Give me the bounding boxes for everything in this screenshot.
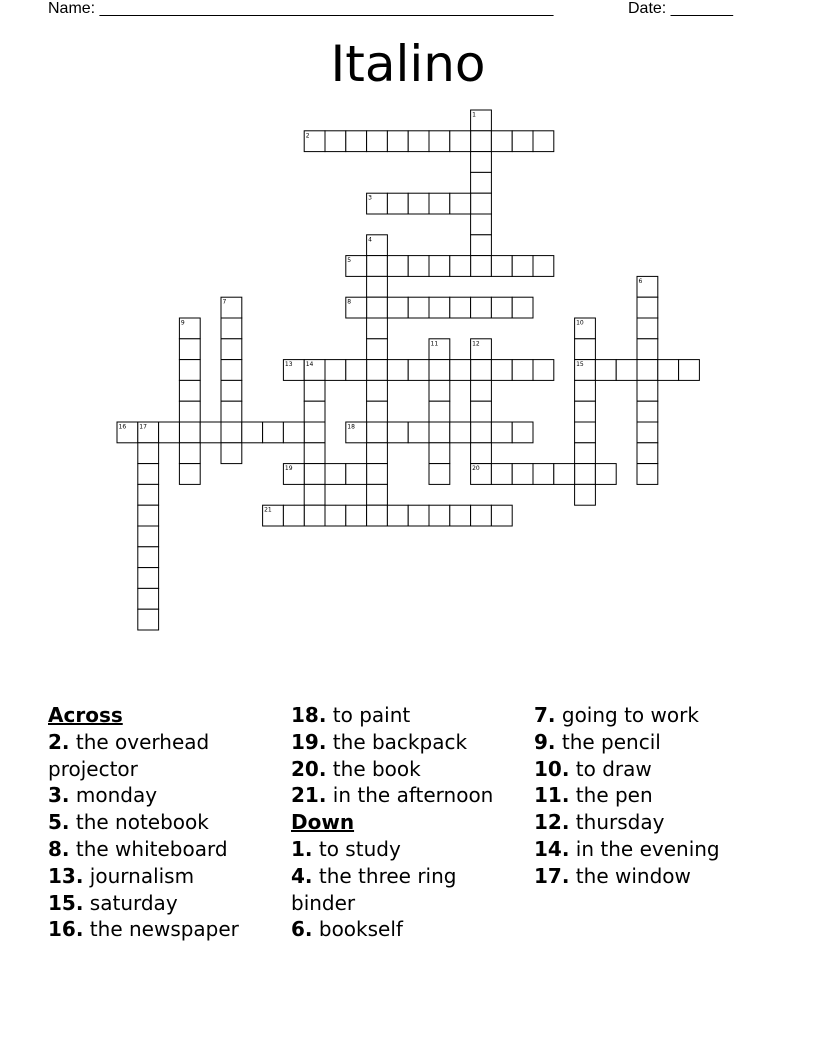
grid-clue-number: 4 [368, 236, 372, 244]
grid-cell[interactable] [283, 422, 304, 443]
grid-cell[interactable] [138, 484, 159, 505]
grid-cell[interactable] [450, 422, 471, 443]
grid-cell[interactable] [221, 318, 242, 339]
grid-cell[interactable] [637, 318, 658, 339]
clue-down-6 [291, 916, 526, 943]
grid-cell[interactable] [367, 443, 388, 464]
clue-across-16 [48, 916, 278, 943]
grid-cell[interactable] [429, 443, 450, 464]
clue-text: journalism [89, 863, 195, 888]
grid-cell[interactable] [304, 505, 325, 526]
grid-cell[interactable] [221, 401, 242, 422]
clue-across-5 [48, 809, 278, 836]
grid-clue-number: 20 [472, 465, 480, 473]
down-heading: Down [291, 810, 355, 835]
grid-cell[interactable] [221, 380, 242, 401]
grid-cell[interactable] [512, 360, 533, 381]
grid-cell[interactable] [179, 401, 200, 422]
grid-cell[interactable] [138, 505, 159, 526]
grid-cell[interactable] [367, 380, 388, 401]
clue-text: the notebook [75, 810, 209, 835]
grid-cell[interactable] [408, 505, 429, 526]
grid-cell[interactable] [387, 297, 408, 318]
grid-cell[interactable] [512, 131, 533, 152]
grid-cell[interactable] [491, 131, 512, 152]
grid-cell[interactable] [637, 339, 658, 360]
clue-text: in the afternoon [332, 783, 494, 808]
grid-cell[interactable] [179, 339, 200, 360]
clue-text: monday [75, 783, 158, 808]
grid-cell[interactable] [471, 256, 492, 277]
grid-cell[interactable] [637, 443, 658, 464]
grid-cell[interactable] [367, 318, 388, 339]
clue-down-11 [534, 782, 794, 809]
grid-cell[interactable] [138, 568, 159, 589]
grid-cell[interactable] [138, 443, 159, 464]
clue-down-9 [534, 729, 794, 756]
grid-cell[interactable] [429, 464, 450, 485]
grid-cell[interactable] [367, 484, 388, 505]
grid-cell[interactable] [325, 131, 346, 152]
grid-cell[interactable] [491, 464, 512, 485]
grid-clue-number: 17 [139, 423, 147, 431]
clue-text: in the evening [575, 836, 720, 861]
clue-down-10 [534, 756, 794, 783]
grid-cell[interactable] [533, 256, 554, 277]
clue-number: 13. [48, 863, 84, 888]
grid-clue-number: 9 [180, 319, 185, 327]
grid-cell[interactable] [325, 505, 346, 526]
grid-cell[interactable] [304, 443, 325, 464]
clue-across-19 [291, 729, 526, 756]
grid-cell[interactable] [242, 422, 263, 443]
grid-cell[interactable] [179, 380, 200, 401]
grid-cell[interactable] [429, 422, 450, 443]
clue-text: the newspaper [89, 917, 239, 942]
grid-cell[interactable] [512, 464, 533, 485]
grid-cell[interactable] [387, 422, 408, 443]
grid-cell[interactable] [387, 131, 408, 152]
grid-cell[interactable] [491, 256, 512, 277]
clue-text: the pen [575, 783, 653, 808]
clue-text: the whiteboard [75, 836, 228, 861]
grid-cell[interactable] [304, 380, 325, 401]
clue-number: 15. [48, 890, 84, 915]
clue-across-15 [48, 890, 278, 917]
grid-cell[interactable] [471, 172, 492, 193]
grid-clue-number: 2 [305, 132, 310, 140]
grid-cell[interactable] [575, 339, 596, 360]
clue-text: thursday [575, 810, 665, 835]
clue-across-13 [48, 863, 278, 890]
grid-cell[interactable] [637, 380, 658, 401]
grid-cell[interactable] [471, 152, 492, 173]
clue-text: to draw [575, 756, 652, 781]
grid-cell[interactable] [367, 131, 388, 152]
grid-cell[interactable] [304, 422, 325, 443]
grid-cell[interactable] [179, 422, 200, 443]
grid-cell[interactable] [387, 505, 408, 526]
clue-down-1 [291, 836, 526, 863]
grid-cell[interactable] [221, 339, 242, 360]
grid-cell[interactable] [346, 505, 367, 526]
clues-column-1 [48, 702, 278, 943]
clue-text: going to work [561, 703, 699, 727]
grid-cell[interactable] [471, 443, 492, 464]
grid-clue-number: 13 [284, 361, 293, 369]
clue-across-3 [48, 782, 278, 809]
clue-number: 21. [291, 783, 327, 808]
grid-clue-number: 18 [347, 423, 355, 431]
grid-cell[interactable] [450, 297, 471, 318]
grid-cell[interactable] [637, 464, 658, 485]
clues-column-2 [291, 702, 526, 943]
grid-cell[interactable] [387, 256, 408, 277]
clue-number: 17. [534, 863, 570, 888]
grid-cell[interactable] [429, 131, 450, 152]
name-field-label: Name: ___________________________________________________ [48, 0, 554, 17]
grid-cell[interactable] [367, 360, 388, 381]
grid-cell[interactable] [616, 360, 637, 381]
grid-cell[interactable] [138, 588, 159, 609]
grid-cell[interactable] [429, 401, 450, 422]
grid-cell[interactable] [221, 443, 242, 464]
clue-across-18 [291, 702, 526, 729]
grid-cell[interactable] [346, 360, 367, 381]
clue-text: the window [575, 863, 691, 888]
grid-clue-number: 5 [347, 257, 352, 265]
grid-cell[interactable] [575, 422, 596, 443]
grid-clue-number: 3 [368, 194, 372, 202]
grid-cell[interactable] [471, 422, 492, 443]
grid-cell[interactable] [450, 256, 471, 277]
clue-text: the pencil [561, 729, 661, 754]
grid-clue-number: 1 [472, 111, 476, 119]
grid-cell[interactable] [533, 464, 554, 485]
date-field-label: Date: _______ [628, 0, 733, 17]
grid-cell[interactable] [429, 380, 450, 401]
grid-cell[interactable] [533, 360, 554, 381]
grid-cell[interactable] [575, 484, 596, 505]
grid-clue-number: 15 [576, 361, 584, 369]
across-heading: Across [48, 703, 123, 727]
clue-number: 6. [291, 917, 313, 942]
grid-cell[interactable] [429, 193, 450, 214]
clue-down-4 [291, 863, 526, 917]
grid-cell[interactable] [304, 464, 325, 485]
grid-cell[interactable] [408, 193, 429, 214]
grid-cell[interactable] [200, 422, 221, 443]
grid-clue-number: 12 [472, 340, 480, 348]
grid-cell[interactable] [408, 256, 429, 277]
clue-down-12 [534, 809, 794, 836]
grid-cell[interactable] [367, 339, 388, 360]
grid-cell[interactable] [471, 131, 492, 152]
clue-number: 3. [48, 783, 70, 808]
grid-cell[interactable] [575, 380, 596, 401]
grid-cell[interactable] [138, 526, 159, 547]
clue-text: bookself [318, 917, 403, 942]
grid-cell[interactable] [471, 214, 492, 235]
grid-cell[interactable] [491, 360, 512, 381]
grid-cell[interactable] [595, 464, 616, 485]
grid-cell[interactable] [263, 422, 284, 443]
clue-across-21 [291, 782, 526, 809]
grid-cell[interactable] [429, 505, 450, 526]
clue-number: 7. [534, 703, 556, 727]
grid-cell[interactable] [575, 464, 596, 485]
clue-number: 11. [534, 783, 570, 808]
grid-cell[interactable] [658, 360, 679, 381]
clue-across-8 [48, 836, 278, 863]
grid-cell[interactable] [367, 276, 388, 297]
grid-cell[interactable] [367, 401, 388, 422]
grid-cell[interactable] [408, 297, 429, 318]
grid-cell[interactable] [637, 422, 658, 443]
grid-cell[interactable] [304, 484, 325, 505]
clues-column-3 [534, 702, 794, 890]
grid-cell[interactable] [346, 131, 367, 152]
grid-cell[interactable] [533, 131, 554, 152]
page-title: Italino [330, 35, 486, 93]
grid-cell[interactable] [138, 464, 159, 485]
grid-cell[interactable] [450, 131, 471, 152]
clue-down-17 [534, 863, 794, 890]
grid-cell[interactable] [554, 464, 575, 485]
clue-number: 10. [534, 756, 570, 781]
grid-cell[interactable] [408, 360, 429, 381]
grid-cell[interactable] [387, 193, 408, 214]
clue-number: 2. [48, 729, 70, 754]
grid-cell[interactable] [138, 609, 159, 630]
grid-cell[interactable] [408, 422, 429, 443]
grid-cell[interactable] [179, 464, 200, 485]
grid-cell[interactable] [450, 360, 471, 381]
grid-cell[interactable] [179, 360, 200, 381]
clue-text: to paint [332, 703, 411, 727]
grid-cell[interactable] [471, 380, 492, 401]
clue-across-20 [291, 756, 526, 783]
clue-text: to study [318, 836, 401, 861]
grid-cell[interactable] [471, 297, 492, 318]
grid-clue-number: 6 [638, 277, 643, 285]
grid-clue-number: 10 [576, 319, 584, 327]
clue-number: 9. [534, 729, 556, 754]
clue-number: 4. [291, 863, 313, 888]
grid-cell[interactable] [637, 297, 658, 318]
grid-cell[interactable] [575, 401, 596, 422]
clue-number: 8. [48, 836, 70, 861]
clue-number: 18. [291, 703, 327, 727]
grid-clue-number: 11 [430, 340, 439, 348]
clue-number: 1. [291, 836, 313, 861]
grid-cell[interactable] [450, 505, 471, 526]
grid-cell[interactable] [450, 193, 471, 214]
grid-cell[interactable] [637, 401, 658, 422]
grid-cell[interactable] [367, 256, 388, 277]
grid-cell[interactable] [367, 505, 388, 526]
grid-cell[interactable] [471, 360, 492, 381]
grid-cell[interactable] [346, 464, 367, 485]
grid-cell[interactable] [575, 443, 596, 464]
grid-cell[interactable] [471, 235, 492, 256]
clue-text: the book [332, 756, 421, 781]
grid-clue-number: 14 [305, 361, 314, 369]
grid-cell[interactable] [471, 401, 492, 422]
clue-number: 5. [48, 810, 70, 835]
grid-cell[interactable] [429, 297, 450, 318]
grid-cell[interactable] [429, 256, 450, 277]
clue-text: the overhead projector [48, 729, 210, 781]
grid-clue-number: 8 [347, 298, 352, 306]
grid-cell[interactable] [367, 297, 388, 318]
grid-cell[interactable] [637, 360, 658, 381]
grid-cell[interactable] [283, 505, 304, 526]
grid-clue-number: 16 [118, 423, 127, 431]
grid-cell[interactable] [325, 360, 346, 381]
grid-cell[interactable] [304, 401, 325, 422]
grid-cell[interactable] [325, 464, 346, 485]
grid-cell[interactable] [679, 360, 700, 381]
grid-clue-number: 7 [222, 298, 227, 306]
grid-cell[interactable] [595, 360, 616, 381]
clue-text: the three ring binder [291, 863, 457, 915]
grid-cell[interactable] [512, 297, 533, 318]
grid-cell[interactable] [367, 464, 388, 485]
clue-number: 14. [534, 836, 570, 861]
grid-cell[interactable] [179, 443, 200, 464]
grid-cell[interactable] [221, 360, 242, 381]
grid-clue-number: 21 [264, 506, 272, 514]
clue-number: 12. [534, 810, 570, 835]
clue-text: the backpack [332, 729, 468, 754]
grid-cell[interactable] [471, 193, 492, 214]
grid-cell[interactable] [221, 422, 242, 443]
grid-cell[interactable] [429, 360, 450, 381]
clue-number: 19. [291, 729, 327, 754]
grid-cell[interactable] [491, 505, 512, 526]
grid-cell[interactable] [471, 505, 492, 526]
grid-cell[interactable] [491, 297, 512, 318]
grid-cell[interactable] [367, 422, 388, 443]
clue-number: 16. [48, 917, 84, 942]
clue-text: saturday [89, 890, 178, 915]
grid-clue-number: 19 [284, 465, 293, 473]
clue-down-14 [534, 836, 794, 863]
grid-cell[interactable] [159, 422, 180, 443]
grid-cell[interactable] [512, 422, 533, 443]
grid-cell[interactable] [408, 131, 429, 152]
grid-cell[interactable] [512, 256, 533, 277]
clue-number: 20. [291, 756, 327, 781]
clue-down-7 [534, 702, 794, 729]
clue-across-2 [48, 729, 278, 783]
grid-cell[interactable] [387, 360, 408, 381]
grid-cell[interactable] [491, 422, 512, 443]
grid-cell[interactable] [138, 547, 159, 568]
